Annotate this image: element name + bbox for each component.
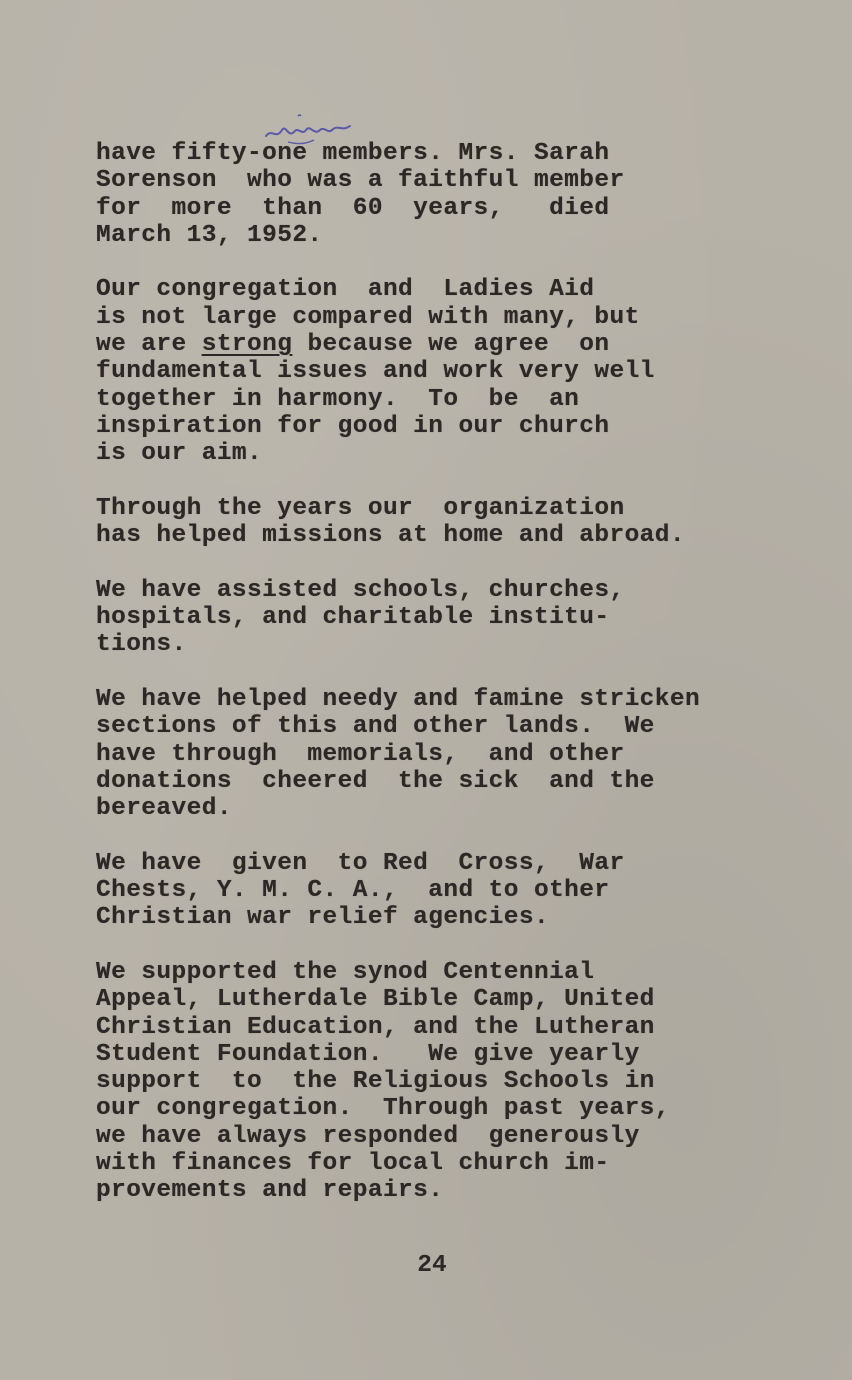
paragraph-needy <box>96 686 796 822</box>
text-line: with finances for local church im- <box>96 1149 610 1177</box>
text-line: is our aim. <box>96 440 263 468</box>
text-line: fundamental issues and work very well <box>96 358 655 386</box>
text-line: We have assisted schools, churches, <box>96 576 625 604</box>
paragraph-membership <box>96 140 796 249</box>
paragraph-synod-support <box>96 959 796 1205</box>
text-line: our congregation. Through past years, <box>96 1095 670 1123</box>
paragraph-war-relief <box>96 850 796 932</box>
paragraph-schools <box>96 577 796 659</box>
text-line: we have always responded generously <box>96 1122 640 1150</box>
text-line: donations cheered the sick and the <box>96 767 655 795</box>
text-line: Through the years our organization <box>96 494 625 522</box>
text-line: hospitals, and charitable institu- <box>96 604 610 632</box>
paragraph-missions <box>96 495 796 550</box>
text-line: Appeal, Lutherdale Bible Camp, United <box>96 986 655 1014</box>
text-line: Student Foundation. We give yearly <box>96 1040 640 1068</box>
text-line: together in harmony. To be an <box>96 385 580 413</box>
text-line: March 13, 1952. <box>96 221 323 249</box>
text-line: We supported the synod Centennial <box>96 958 595 986</box>
text-line: have through memorials, and other <box>96 740 625 768</box>
text-line: have fifty-one members. Mrs. Sarah <box>96 140 610 167</box>
text-line: Chests, Y. M. C. A., and to other <box>96 877 610 905</box>
text-line: is not large compared with many, but <box>96 303 640 331</box>
text-line: We have helped needy and famine stricken <box>96 685 701 713</box>
text-line: bereaved. <box>96 795 232 823</box>
page-number: 24 <box>417 1252 447 1279</box>
text-line: Our congregation and Ladies Aid <box>96 276 595 304</box>
text-line: provements and repairs. <box>96 1177 444 1205</box>
paragraph-congregation <box>96 276 796 467</box>
underlined-word: strong <box>201 331 293 359</box>
text-line: inspiration for good in our church <box>96 412 610 440</box>
text-line: Christian Education, and the Lutheran <box>96 1013 655 1041</box>
text-line: Sorenson who was a faithful member <box>96 167 625 195</box>
text-line: support to the Religious Schools in <box>96 1068 655 1096</box>
text-line: We have given to Red Cross, War <box>96 849 625 877</box>
text-fragment: we are <box>96 331 202 359</box>
text-line: Christian war relief agencies. <box>96 904 550 932</box>
text-line: tions. <box>96 631 187 659</box>
text-line-with-underline <box>96 331 796 358</box>
text-fragment: because we agree on <box>292 331 610 359</box>
text-line: has helped missions at home and abroad. <box>96 522 685 550</box>
text-line: for more than 60 years, died <box>96 194 610 222</box>
text-line: sections of this and other lands. We <box>96 713 655 741</box>
typed-text-body <box>96 140 796 1205</box>
